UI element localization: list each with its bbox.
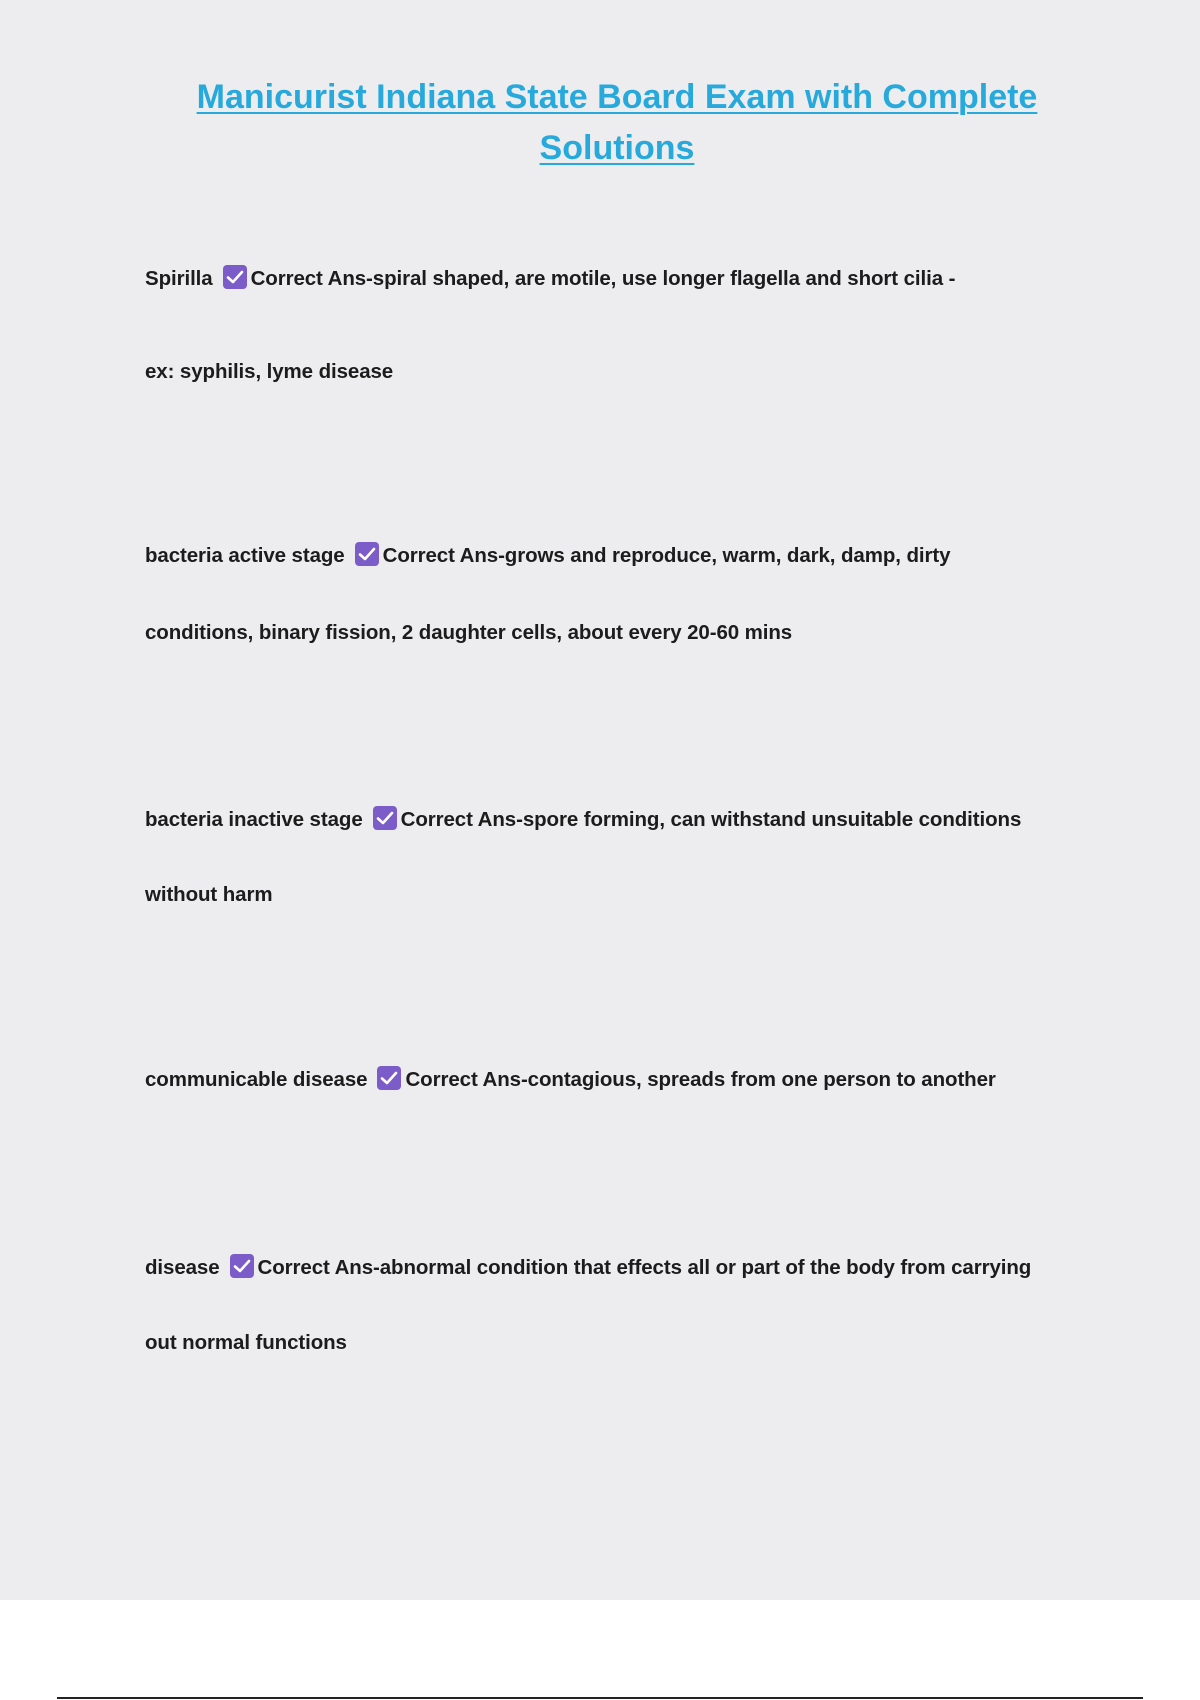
qa-term: communicable disease — [145, 1068, 368, 1091]
qa-term: bacteria active stage — [145, 544, 345, 567]
checked-box-icon — [355, 542, 379, 566]
footer-divider — [57, 1697, 1143, 1699]
qa-entry-first-line — [145, 1254, 1075, 1278]
qa-answer-text: Correct Ans-spiral shaped, are motile, use longer flagella and short cilia - — [250, 267, 956, 290]
qa-term: Spirilla — [145, 267, 213, 290]
qa-entry-first-line — [145, 542, 1075, 566]
qa-entry-first-line — [145, 265, 1075, 289]
qa-answer-continuation: ex: syphilis, lyme disease — [145, 360, 394, 383]
qa-term: disease — [145, 1256, 220, 1279]
qa-term: bacteria inactive stage — [145, 808, 363, 831]
checked-box-icon — [377, 1066, 401, 1090]
qa-answer-text: Correct Ans-abnormal condition that effects all or part of the body from carrying — [257, 1256, 1032, 1279]
qa-entry-first-line — [145, 1066, 1075, 1090]
qa-entry-spirilla — [145, 265, 1075, 384]
qa-entry-communicable-disease — [145, 1066, 1075, 1090]
qa-answer-continuation: without harm — [145, 883, 273, 906]
qa-answer-text: Correct Ans-grows and reproduce, warm, dark, damp, dirty — [382, 544, 951, 567]
checked-box-icon — [230, 1254, 254, 1278]
qa-entry-bacteria-active-stage — [145, 542, 1075, 645]
qa-answer-text: Correct Ans-spore forming, can withstand unsuitable conditions — [400, 808, 1022, 831]
document-title[interactable]: Manicurist Indiana State Board Exam with Complete Solutions — [196, 78, 1038, 167]
checked-box-icon — [223, 265, 247, 289]
checked-box-icon — [373, 806, 397, 830]
qa-entry-bacteria-inactive-stage — [145, 806, 1075, 907]
qa-answer-text: Correct Ans-contagious, spreads from one person to another — [405, 1068, 996, 1091]
qa-answer-continuation: conditions, binary fission, 2 daughter cells, about every 20-60 mins — [145, 621, 793, 644]
qa-answer-continuation: out normal functions — [145, 1331, 347, 1354]
qa-entry-disease — [145, 1254, 1075, 1355]
qa-entry-first-line — [145, 806, 1075, 830]
